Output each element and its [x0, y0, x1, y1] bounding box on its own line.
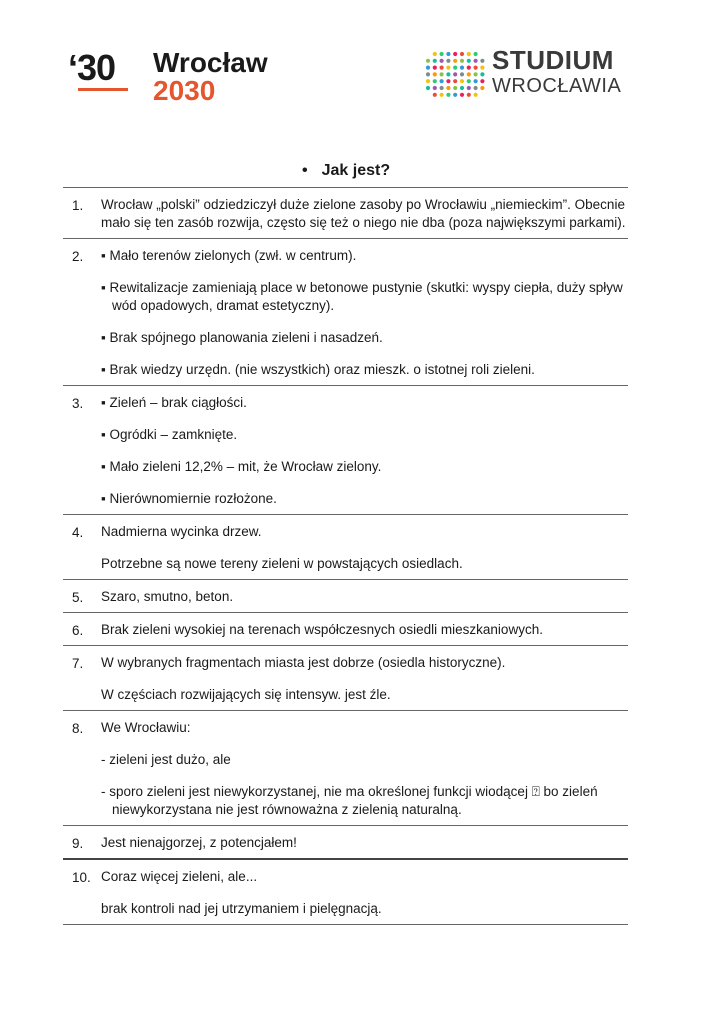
row-number: 1.	[72, 198, 84, 213]
logo-wroclawia-text: WROCŁAWIA	[492, 75, 622, 97]
row-number: 9.	[72, 836, 84, 851]
row-text: brak kontroli nad jej utrzymaniem i pielęgnacją.	[101, 901, 382, 916]
logo-dot	[446, 59, 450, 63]
table-row	[63, 646, 628, 711]
table-row	[63, 386, 628, 515]
table-row	[63, 826, 628, 860]
logo-dot	[453, 86, 457, 90]
row-text: ▪ Mało zieleni 12,2% – mit, że Wrocław zielony.	[101, 459, 382, 474]
logo-dot	[480, 86, 484, 90]
table-row	[63, 580, 628, 613]
logo-dot	[453, 66, 457, 70]
studium-wroclawia-logo	[424, 46, 664, 102]
logo-dot	[446, 86, 450, 90]
logo-dot	[460, 66, 464, 70]
logo-dot	[474, 72, 478, 76]
logo-30-underline	[78, 88, 128, 91]
row-number: 4.	[72, 525, 84, 540]
row-number: 3.	[72, 396, 84, 411]
dots-grid-icon	[424, 50, 486, 98]
table-row	[63, 188, 628, 239]
table-row	[63, 711, 628, 826]
row-text: ▪ Nierównomiernie rozłożone.	[101, 491, 277, 506]
findings-table	[63, 187, 628, 925]
logo-dot	[460, 79, 464, 83]
row-text: Jest nienajgorzej, z potencjałem!	[101, 835, 297, 850]
logo-dot	[474, 52, 478, 56]
table-row	[63, 860, 628, 925]
logo-30-mark: ‘30	[68, 47, 116, 88]
logo-dot	[453, 93, 457, 97]
logo-dot	[453, 59, 457, 63]
row-text: Brak zieleni wysokiej na terenach współczesnych osiedli mieszkaniowych.	[101, 622, 543, 637]
table-row	[63, 239, 628, 386]
logo-dot	[460, 93, 464, 97]
row-text: Coraz więcej zieleni, ale...	[101, 869, 258, 884]
row-text: - zieleni jest dużo, ale	[101, 752, 231, 767]
logo-dot	[446, 52, 450, 56]
logo-dot	[460, 86, 464, 90]
row-text: W częściach rozwijających się intensyw. jest źle.	[101, 687, 391, 702]
logo-dot	[467, 66, 471, 70]
logo-dot	[453, 72, 457, 76]
logo-dot	[446, 79, 450, 83]
logo-dot	[433, 52, 437, 56]
logo-dot	[440, 72, 444, 76]
logo-2030-text: 2030	[153, 75, 216, 106]
heading-bullet: •	[302, 162, 308, 179]
logo-dot	[446, 66, 450, 70]
section-heading	[302, 160, 390, 182]
logo-dot	[433, 93, 437, 97]
logo-dot	[426, 79, 430, 83]
logo-dot	[474, 59, 478, 63]
logo-dot	[460, 72, 464, 76]
row-text: ▪ Brak wiedzy urzędn. (nie wszystkich) oraz mieszk. o istotnej roli zieleni.	[101, 362, 535, 377]
row-text: Szaro, smutno, beton.	[101, 589, 234, 604]
logo-dot	[426, 59, 430, 63]
logo-dot	[426, 66, 430, 70]
wroclaw-2030-logo	[68, 48, 308, 108]
heading-text: Jak jest?	[321, 162, 391, 179]
logo-dot	[433, 79, 437, 83]
logo-dot	[426, 86, 430, 90]
logo-dot	[467, 59, 471, 63]
row-number: 6.	[72, 623, 84, 638]
row-text: W wybranych fragmentach miasta jest dobrze (osiedla historyczne).	[101, 655, 506, 670]
logo-dot	[460, 52, 464, 56]
logo-dot	[446, 93, 450, 97]
logo-dot	[480, 59, 484, 63]
logo-dot	[446, 72, 450, 76]
row-text: Wrocław „polski” odziedziczył duże zielone zasoby po Wrocławiu „niemieckim”. Obecnie mało się ten zasób rozwija, często się też o niego nie dba (poza największymi parkami).	[101, 197, 626, 230]
logo-dot	[440, 52, 444, 56]
logo-dot	[433, 86, 437, 90]
row-number: 7.	[72, 656, 84, 671]
logo-dot	[433, 59, 437, 63]
row-text: ▪ Zieleń – brak ciągłości.	[101, 395, 247, 410]
logo-dot	[480, 72, 484, 76]
row-text: - sporo zieleni jest niewykorzystanej, nie ma określonej funkcji wiodącej ⍰ bo zieleń niewykorzystana nie jest równoważna z zielenią naturalną.	[101, 784, 598, 817]
row-number: 8.	[72, 721, 84, 736]
logo-dot	[440, 93, 444, 97]
logo-dot	[440, 59, 444, 63]
logo-dot	[474, 79, 478, 83]
logo-dot	[467, 79, 471, 83]
table-row	[63, 613, 628, 646]
row-text: ▪ Ogródki – zamknięte.	[101, 427, 238, 442]
row-text: We Wrocławiu:	[101, 720, 191, 735]
logo-dot	[474, 86, 478, 90]
logo-dot	[480, 79, 484, 83]
logo-dot	[433, 72, 437, 76]
logo-dot	[433, 66, 437, 70]
logo-dot	[440, 86, 444, 90]
row-text: ▪ Brak spójnego planowania zieleni i nasadzeń.	[101, 330, 383, 345]
table-row	[63, 515, 628, 580]
logo-dot	[467, 86, 471, 90]
logo-dot	[467, 52, 471, 56]
logo-dot	[426, 72, 430, 76]
logo-dot	[453, 79, 457, 83]
logo-dot	[474, 93, 478, 97]
row-text: Nadmierna wycinka drzew.	[101, 524, 262, 539]
logo-wroclaw-text: Wrocław	[153, 47, 268, 78]
logo-dot	[480, 66, 484, 70]
logo-dot	[440, 66, 444, 70]
row-number: 2.	[72, 249, 84, 264]
logo-dot	[474, 66, 478, 70]
logo-dot	[453, 52, 457, 56]
row-text: ▪ Rewitalizacje zamieniają place w betonowe pustynie (skutki: wyspy ciepła, duży spływ wód opadowych, dramat estetyczny).	[101, 280, 623, 313]
row-number: 10.	[72, 870, 91, 885]
logo-studium-text: STUDIUM	[492, 45, 614, 75]
logo-dot	[467, 93, 471, 97]
logo-dot	[467, 72, 471, 76]
logo-dot	[460, 59, 464, 63]
row-text: ▪ Mało terenów zielonych (zwł. w centrum).	[101, 248, 357, 263]
row-text: Potrzebne są nowe tereny zieleni w powstających osiedlach.	[101, 556, 463, 571]
row-number: 5.	[72, 590, 84, 605]
logo-dot	[440, 79, 444, 83]
